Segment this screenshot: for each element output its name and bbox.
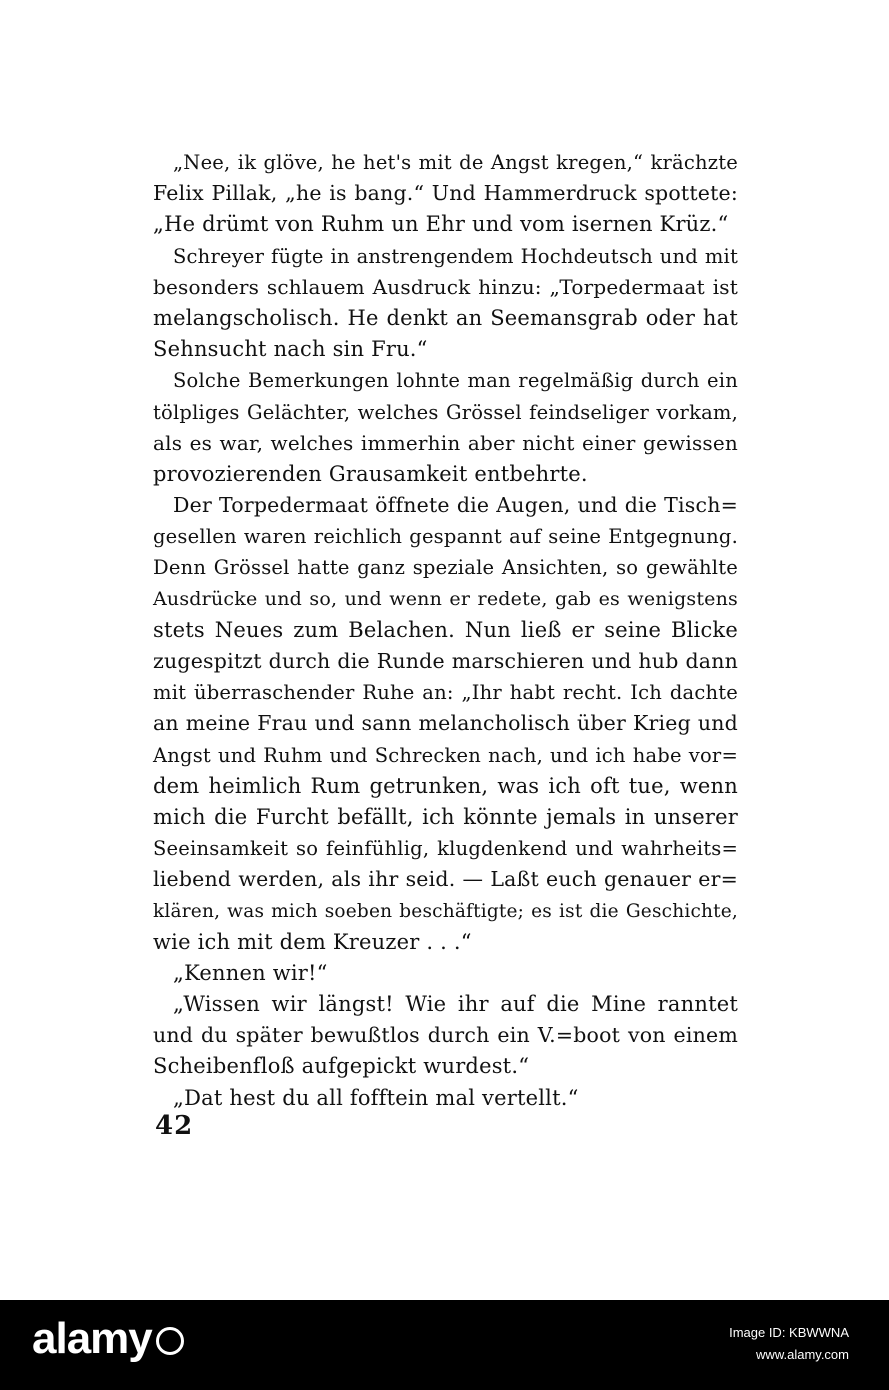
- text-line: Schreyer fügte in anstrengendem Hochdeutsch und mit: [173, 244, 738, 268]
- text-line: Der Torpedermaat öffnete die Augen, und die Tisch=: [173, 493, 738, 518]
- logo-circle-icon: [156, 1327, 184, 1355]
- text-line: „He drümt von Ruhm un Ehr und vom isernen Krüz.“: [153, 212, 729, 237]
- text-line: Sehnsucht nach sin Fru.“: [153, 337, 428, 362]
- text-line: Felix Pillak, „he is bang.“ Und Hammerdruck spottete:: [153, 181, 738, 206]
- text-line: provozierenden Grausamkeit entbehrte.: [153, 461, 588, 486]
- text-line: Solche Bemerkungen lohnte man regelmäßig durch ein: [173, 369, 738, 393]
- body-text: [153, 147, 738, 1114]
- text-line: „Wissen wir längst! Wie ihr auf die Mine ranntet: [173, 992, 738, 1017]
- text-line: mit überraschender Ruhe an: „Ihr habt recht. Ich dachte: [153, 681, 738, 705]
- text-line: „Kennen wir!“: [173, 960, 328, 985]
- text-line: als es war, welches immerhin aber nicht einer gewissen: [153, 430, 738, 455]
- text-line: tölpliges Gelächter, welches Grössel feindseliger vorkam,: [153, 400, 738, 424]
- image-id-block: [729, 1322, 849, 1366]
- site-url: www.alamy.com: [756, 1347, 849, 1362]
- text-line: dem heimlich Rum getrunken, was ich oft tue, wenn: [153, 773, 738, 798]
- text-line: besonders schlauem Ausdruck hinzu: „Torpedermaat ist: [153, 274, 738, 299]
- text-line: Seeinsamkeit so feinfühlig, klugdenkend und wahrheits=: [153, 837, 738, 861]
- text-line: mich die Furcht befällt, ich könnte jemals in unserer: [153, 804, 738, 829]
- text-line: und du später bewußtlos durch ein V.=boot von einem: [153, 1023, 738, 1048]
- text-line: „Dat hest du all fofftein mal vertellt.“: [173, 1085, 579, 1110]
- text-line: liebend werden, als ihr seid. — Laßt euch genauer er=: [153, 867, 738, 892]
- image-id: Image ID: KBWWNA: [729, 1325, 849, 1340]
- text-line: „Nee, ik glöve, he het's mit de Angst kregen,“ krächzte: [173, 151, 738, 174]
- text-line: Scheibenfloß aufgepickt wurdest.“: [153, 1054, 530, 1079]
- page-number: 42: [155, 1111, 194, 1141]
- text-line: an meine Frau und sann melancholisch über Krieg und: [153, 711, 738, 736]
- text-line: zugespitzt durch die Runde marschieren und hub dann: [153, 649, 738, 673]
- text-line: Denn Grössel hatte ganz speziale Ansichten, so gewählte: [153, 556, 738, 580]
- text-line: gesellen waren reichlich gespannt auf seine Entgegnung.: [153, 525, 738, 549]
- text-line: stets Neues zum Belachen. Nun ließ er seine Blicke: [153, 617, 738, 642]
- watermark-footer: [0, 1300, 889, 1390]
- text-line: klären, was mich soeben beschäftigte; es ist die Geschichte,: [153, 900, 738, 922]
- text-line: Ausdrücke und so, und wenn er redete, gab es wenigstens: [153, 587, 738, 610]
- text-line: wie ich mit dem Kreuzer . . .“: [153, 929, 472, 954]
- text-line: Angst und Ruhm und Schrecken nach, und ich habe vor=: [153, 743, 738, 767]
- alamy-logo: [32, 1314, 184, 1364]
- alamy-logo-text: alamy: [32, 1314, 152, 1363]
- text-line: melangscholisch. He denkt an Seemansgrab oder hat: [153, 305, 738, 330]
